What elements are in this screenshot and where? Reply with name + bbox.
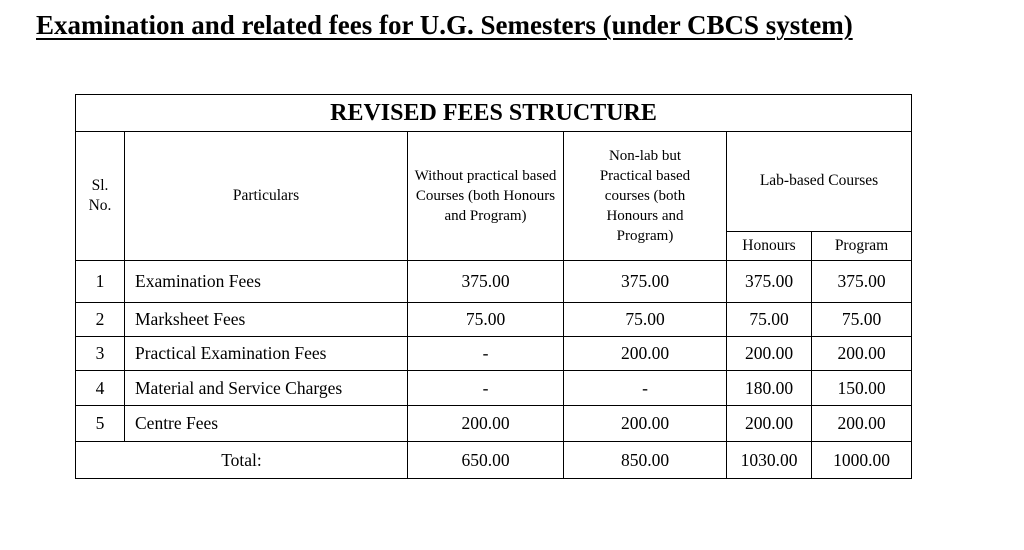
table-row <box>76 371 912 406</box>
header-program: Program <box>812 231 912 260</box>
fees-structure-title: REVISED FEES STRUCTURE <box>76 95 912 132</box>
row-without-practical: 200.00 <box>408 406 564 442</box>
total-without-practical: 650.00 <box>408 442 564 479</box>
row-non-lab: 200.00 <box>564 406 727 442</box>
row-particulars: Centre Fees <box>125 406 408 442</box>
row-program: 150.00 <box>812 371 912 406</box>
total-honours: 1030.00 <box>727 442 812 479</box>
header-lab-based: Lab-based Courses <box>727 132 912 232</box>
row-particulars: Practical Examination Fees <box>125 337 408 371</box>
row-program: 200.00 <box>812 406 912 442</box>
total-row <box>76 442 912 479</box>
row-without-practical: - <box>408 371 564 406</box>
header-particulars: Particulars <box>125 132 408 261</box>
row-non-lab: 75.00 <box>564 303 727 337</box>
row-without-practical: 75.00 <box>408 303 564 337</box>
row-honours: 200.00 <box>727 406 812 442</box>
row-without-practical: - <box>408 337 564 371</box>
fees-table <box>75 94 912 479</box>
row-program: 75.00 <box>812 303 912 337</box>
row-sl: 1 <box>76 261 125 303</box>
row-sl: 2 <box>76 303 125 337</box>
row-honours: 75.00 <box>727 303 812 337</box>
row-non-lab: 375.00 <box>564 261 727 303</box>
header-sl-no-label: Sl. No. <box>88 177 112 214</box>
header-without-practical-label: Without practical based Courses (both Honours and Program) <box>414 168 557 224</box>
row-sl: 5 <box>76 406 125 442</box>
row-program: 375.00 <box>812 261 912 303</box>
header-non-lab <box>564 132 727 261</box>
total-non-lab: 850.00 <box>564 442 727 479</box>
header-sl-no <box>76 132 125 261</box>
table-row <box>76 337 912 371</box>
row-program: 200.00 <box>812 337 912 371</box>
total-program: 1000.00 <box>812 442 912 479</box>
total-label: Total: <box>76 442 408 479</box>
row-non-lab: 200.00 <box>564 337 727 371</box>
row-honours: 375.00 <box>727 261 812 303</box>
row-honours: 200.00 <box>727 337 812 371</box>
row-sl: 3 <box>76 337 125 371</box>
row-non-lab: - <box>564 371 727 406</box>
row-sl: 4 <box>76 371 125 406</box>
header-without-practical <box>408 132 564 261</box>
row-particulars: Marksheet Fees <box>125 303 408 337</box>
row-particulars: Material and Service Charges <box>125 371 408 406</box>
row-honours: 180.00 <box>727 371 812 406</box>
table-row <box>76 303 912 337</box>
header-honours: Honours <box>727 231 812 260</box>
row-without-practical: 375.00 <box>408 261 564 303</box>
table-row <box>76 261 912 303</box>
header-non-lab-label: Non-lab but Practical based courses (both Honours and Program) <box>599 148 691 244</box>
table-row <box>76 406 912 442</box>
page-title: Examination and related fees for U.G. Semesters (under CBCS system) <box>36 10 853 40</box>
row-particulars: Examination Fees <box>125 261 408 303</box>
